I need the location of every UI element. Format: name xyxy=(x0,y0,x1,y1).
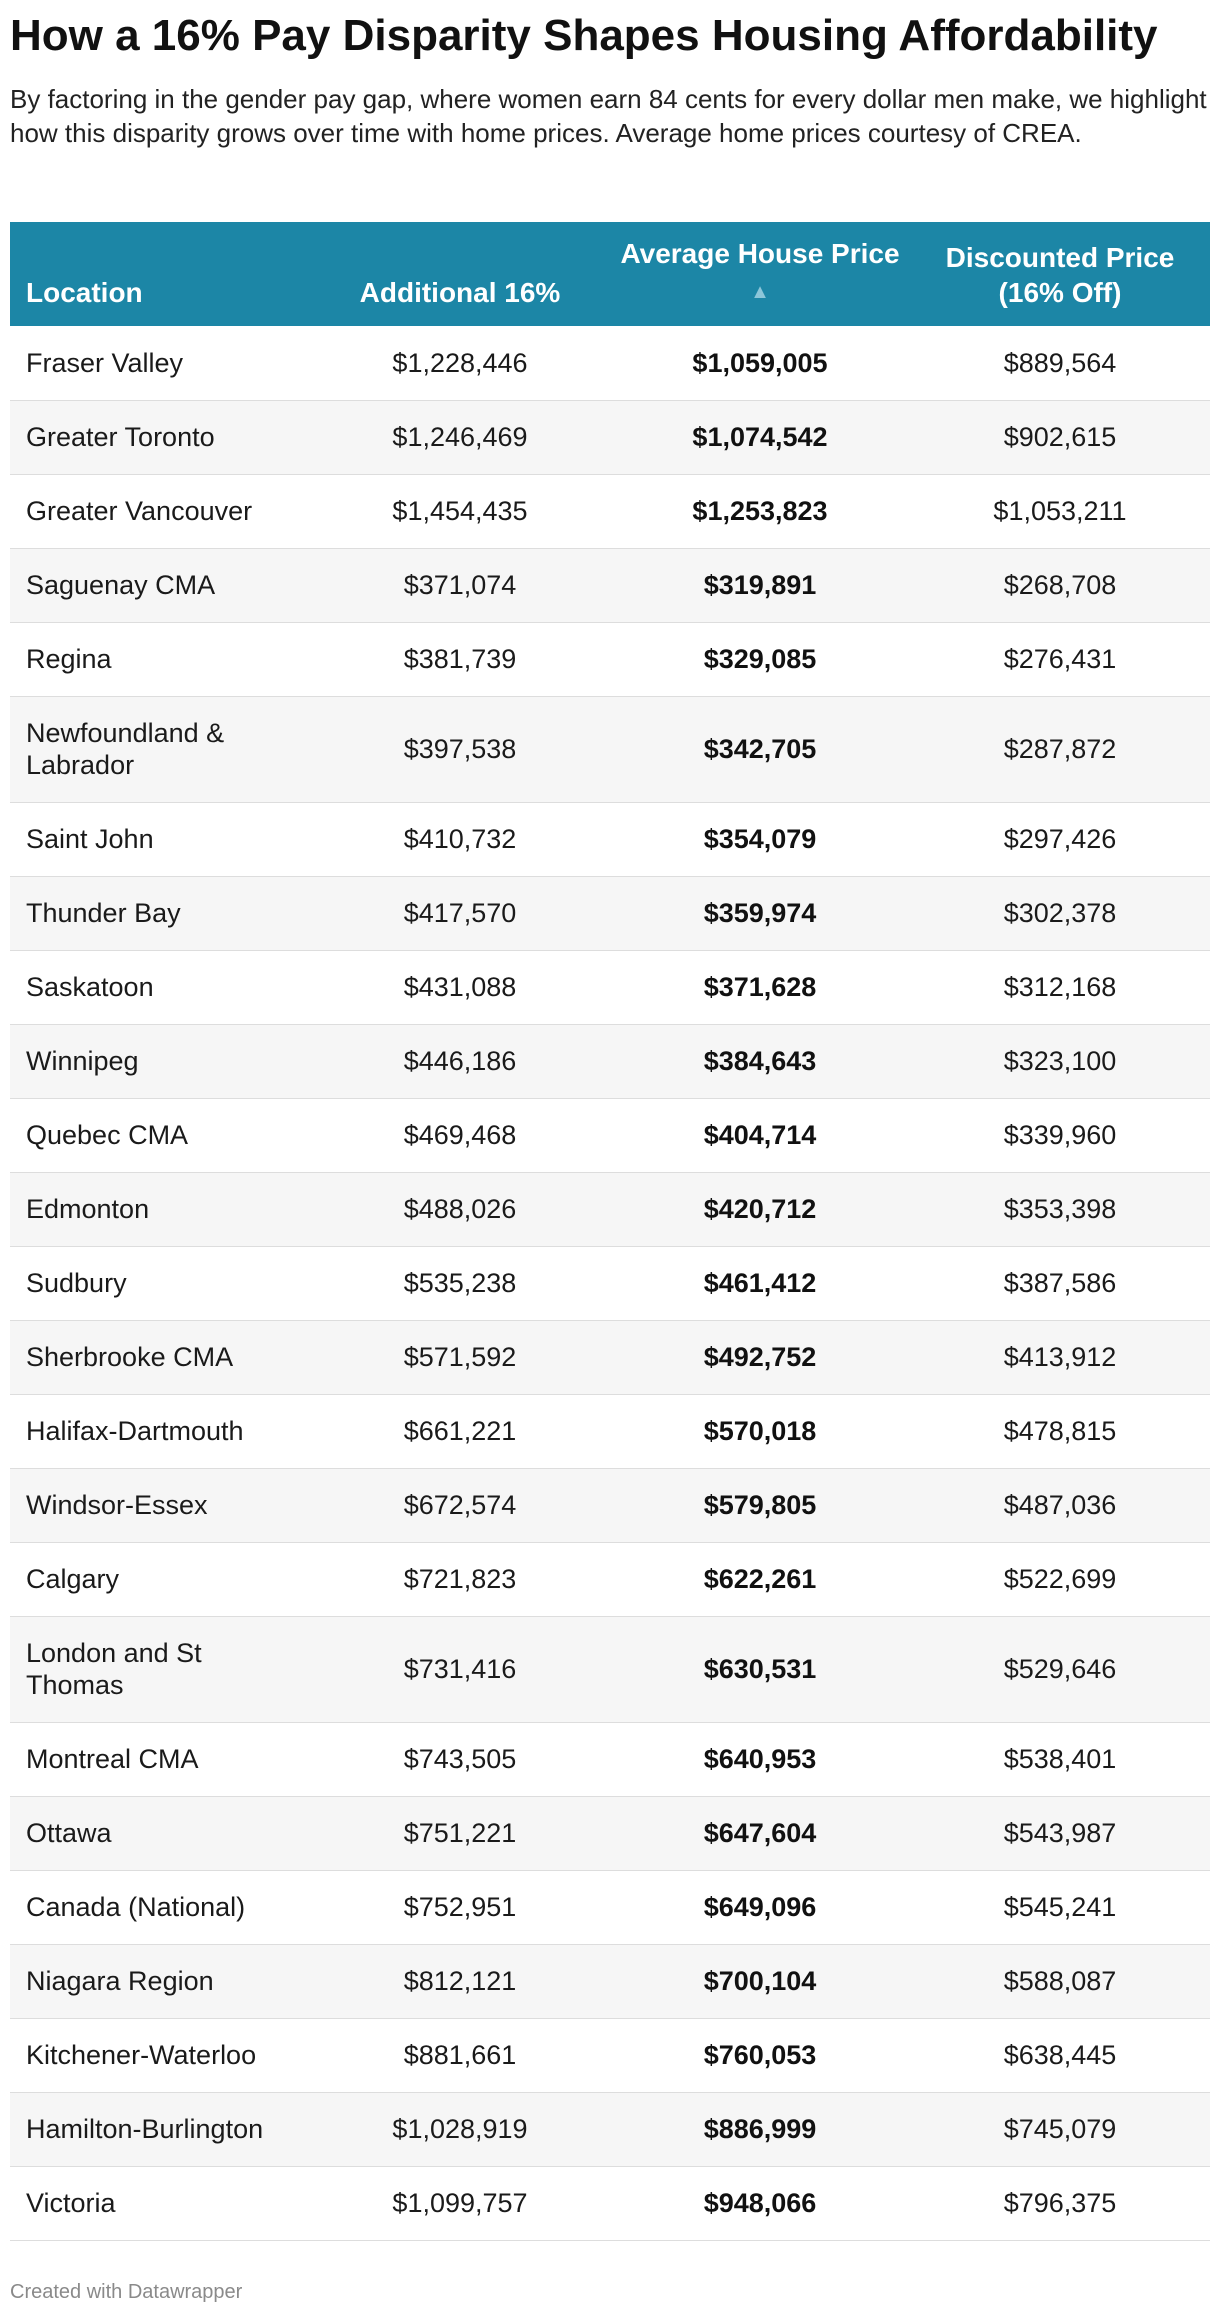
cell-average-price: $700,104 xyxy=(703,1966,817,1996)
cell-average-price: $404,714 xyxy=(703,1120,817,1150)
cell-discounted-price: $529,646 xyxy=(1003,1654,1117,1684)
column-header-additional[interactable] xyxy=(310,222,610,326)
cell-additional: $410,732 xyxy=(403,824,517,854)
cell-location: Quebec CMA xyxy=(26,1120,189,1150)
cell-location: Halifax-Dartmouth xyxy=(26,1416,244,1446)
cell-location: Sherbrooke CMA xyxy=(26,1342,234,1372)
table-row xyxy=(10,1542,1210,1616)
cell-discounted-price: $487,036 xyxy=(1003,1490,1117,1520)
cell-additional: $431,088 xyxy=(403,972,517,1002)
column-header-location[interactable] xyxy=(10,222,310,326)
cell-average-price: $622,261 xyxy=(703,1564,817,1594)
table-row xyxy=(10,326,1210,400)
column-header-discounted-price[interactable] xyxy=(910,222,1210,326)
cell-location: Thunder Bay xyxy=(26,898,181,928)
cell-discounted-price: $796,375 xyxy=(1003,2188,1117,2218)
cell-additional: $672,574 xyxy=(403,1490,517,1520)
cell-location: Hamilton-Burlington xyxy=(26,2114,264,2144)
cell-location: Calgary xyxy=(26,1564,120,1594)
cell-average-price: $640,953 xyxy=(703,1744,817,1774)
cell-additional: $752,951 xyxy=(403,1892,517,1922)
cell-additional: $751,221 xyxy=(403,1818,517,1848)
table-row xyxy=(10,1024,1210,1098)
cell-additional: $1,099,757 xyxy=(392,2188,528,2218)
cell-discounted-price: $276,431 xyxy=(1003,644,1117,674)
cell-location: London and St Thomas xyxy=(26,1638,202,1700)
column-header-label: Average House Price xyxy=(620,238,900,269)
cell-location: Newfoundland & Labrador xyxy=(26,718,225,780)
table-row xyxy=(10,548,1210,622)
table-row xyxy=(10,1098,1210,1172)
cell-average-price: $329,085 xyxy=(703,644,817,674)
cell-additional: $812,121 xyxy=(403,1966,517,1996)
cell-discounted-price: $339,960 xyxy=(1003,1120,1117,1150)
cell-discounted-price: $902,615 xyxy=(1003,422,1117,452)
table-row xyxy=(10,2166,1210,2240)
cell-additional: $571,592 xyxy=(403,1342,517,1372)
cell-discounted-price: $297,426 xyxy=(1003,824,1117,854)
table-row xyxy=(10,1172,1210,1246)
cell-additional: $1,228,446 xyxy=(392,347,528,378)
cell-location: Kitchener-Waterloo xyxy=(26,2040,257,2070)
cell-average-price: $492,752 xyxy=(703,1342,817,1372)
cell-location: Sudbury xyxy=(26,1268,127,1298)
cell-discounted-price: $387,586 xyxy=(1003,1268,1117,1298)
table-row xyxy=(10,1796,1210,1870)
chart-title: How a 16% Pay Disparity Shapes Housing Affordability xyxy=(10,11,1158,60)
cell-additional: $661,221 xyxy=(403,1416,517,1446)
cell-location: Winnipeg xyxy=(26,1046,139,1076)
cell-discounted-price: $323,100 xyxy=(1003,1046,1117,1076)
cell-location: Victoria xyxy=(26,2188,116,2218)
cell-additional: $1,246,469 xyxy=(392,422,528,452)
cell-additional: $721,823 xyxy=(403,1564,517,1594)
cell-average-price: $371,628 xyxy=(703,972,817,1002)
cell-average-price: $1,253,823 xyxy=(692,496,828,526)
cell-additional: $488,026 xyxy=(403,1194,517,1224)
cell-discounted-price: $745,079 xyxy=(1003,2114,1117,2144)
table-body xyxy=(10,326,1210,2240)
table-row xyxy=(10,2092,1210,2166)
cell-average-price: $342,705 xyxy=(703,734,817,764)
cell-additional: $397,538 xyxy=(403,734,517,764)
cell-location: Edmonton xyxy=(26,1194,150,1224)
cell-discounted-price: $543,987 xyxy=(1003,1818,1117,1848)
table-row xyxy=(10,1616,1210,1722)
cell-average-price: $570,018 xyxy=(703,1416,817,1446)
cell-discounted-price: $312,168 xyxy=(1003,972,1117,1002)
cell-discounted-price: $268,708 xyxy=(1003,570,1117,600)
cell-discounted-price: $302,378 xyxy=(1003,898,1117,928)
column-header-label: Location xyxy=(26,277,143,308)
cell-location: Windsor-Essex xyxy=(26,1490,208,1520)
cell-additional: $881,661 xyxy=(403,2040,517,2070)
column-header-average-price[interactable] xyxy=(610,222,910,326)
table-row xyxy=(10,1246,1210,1320)
chart-subtitle: By factoring in the gender pay gap, where women earn 84 cents for every dollar men make, we highlight how this disparity grows over time with home prices. Average home prices courtesy of CREA. xyxy=(10,84,1207,148)
table-row xyxy=(10,1944,1210,2018)
table-row xyxy=(10,474,1210,548)
cell-average-price: $1,059,005 xyxy=(692,347,828,378)
table-row xyxy=(10,1394,1210,1468)
column-header-label: Discounted Price (16% Off) xyxy=(945,242,1175,308)
table-row xyxy=(10,400,1210,474)
cell-discounted-price: $538,401 xyxy=(1003,1744,1117,1774)
cell-location: Saguenay CMA xyxy=(26,570,216,600)
cell-location: Niagara Region xyxy=(26,1966,214,1996)
cell-location: Fraser Valley xyxy=(26,347,184,378)
table-row xyxy=(10,1870,1210,1944)
cell-location: Regina xyxy=(26,644,112,674)
cell-average-price: $359,974 xyxy=(703,898,817,928)
cell-location: Montreal CMA xyxy=(26,1744,199,1774)
cell-additional: $371,074 xyxy=(403,570,517,600)
cell-discounted-price: $1,053,211 xyxy=(993,496,1127,526)
cell-average-price: $1,074,542 xyxy=(692,422,828,452)
cell-average-price: $319,891 xyxy=(703,570,817,600)
column-header-label: Additional 16% xyxy=(359,277,561,308)
cell-additional: $1,454,435 xyxy=(392,496,528,526)
table-row xyxy=(10,622,1210,696)
cell-discounted-price: $353,398 xyxy=(1003,1194,1117,1224)
cell-average-price: $886,999 xyxy=(703,2114,817,2144)
cell-additional: $1,028,919 xyxy=(392,2114,528,2144)
cell-additional: $535,238 xyxy=(403,1268,517,1298)
table-row xyxy=(10,1722,1210,1796)
cell-discounted-price: $413,912 xyxy=(1003,1342,1117,1372)
cell-location: Saint John xyxy=(26,824,154,854)
table-row xyxy=(10,950,1210,1024)
table-row xyxy=(10,802,1210,876)
header-row xyxy=(10,222,1210,326)
table-row xyxy=(10,696,1210,802)
cell-location: Saskatoon xyxy=(26,972,154,1002)
cell-additional: $446,186 xyxy=(403,1046,517,1076)
cell-discounted-price: $588,087 xyxy=(1003,1966,1117,1996)
cell-discounted-price: $287,872 xyxy=(1003,734,1117,764)
cell-additional: $743,505 xyxy=(403,1744,517,1774)
table-header xyxy=(10,222,1210,326)
data-table xyxy=(10,222,1210,2241)
table-row xyxy=(10,2018,1210,2092)
cell-location: Greater Toronto xyxy=(26,422,215,452)
cell-discounted-price: $889,564 xyxy=(1003,347,1117,378)
table-row xyxy=(10,1320,1210,1394)
cell-average-price: $649,096 xyxy=(703,1892,817,1922)
cell-discounted-price: $522,699 xyxy=(1003,1564,1117,1594)
cell-average-price: $647,604 xyxy=(703,1818,817,1848)
datawrapper-credit: Created with Datawrapper xyxy=(10,2281,243,2303)
cell-discounted-price: $638,445 xyxy=(1003,2040,1117,2070)
cell-average-price: $384,643 xyxy=(703,1046,817,1076)
cell-additional: $417,570 xyxy=(403,898,517,928)
cell-location: Canada (National) xyxy=(26,1892,246,1922)
cell-location: Ottawa xyxy=(26,1818,112,1848)
cell-discounted-price: $478,815 xyxy=(1003,1416,1117,1446)
cell-additional: $469,468 xyxy=(403,1120,517,1150)
cell-average-price: $461,412 xyxy=(703,1268,817,1298)
cell-average-price: $354,079 xyxy=(703,824,817,854)
cell-average-price: $760,053 xyxy=(703,2040,817,2070)
cell-average-price: $420,712 xyxy=(703,1194,817,1224)
cell-additional: $381,739 xyxy=(403,644,517,674)
sort-up-triangle-icon: ▲ xyxy=(750,281,770,303)
table-row xyxy=(10,1468,1210,1542)
cell-average-price: $630,531 xyxy=(703,1654,817,1684)
table-row xyxy=(10,876,1210,950)
cell-average-price: $579,805 xyxy=(703,1490,817,1520)
cell-average-price: $948,066 xyxy=(703,2188,817,2218)
cell-additional: $731,416 xyxy=(403,1654,517,1684)
cell-location: Greater Vancouver xyxy=(26,496,253,526)
cell-discounted-price: $545,241 xyxy=(1003,1892,1117,1922)
